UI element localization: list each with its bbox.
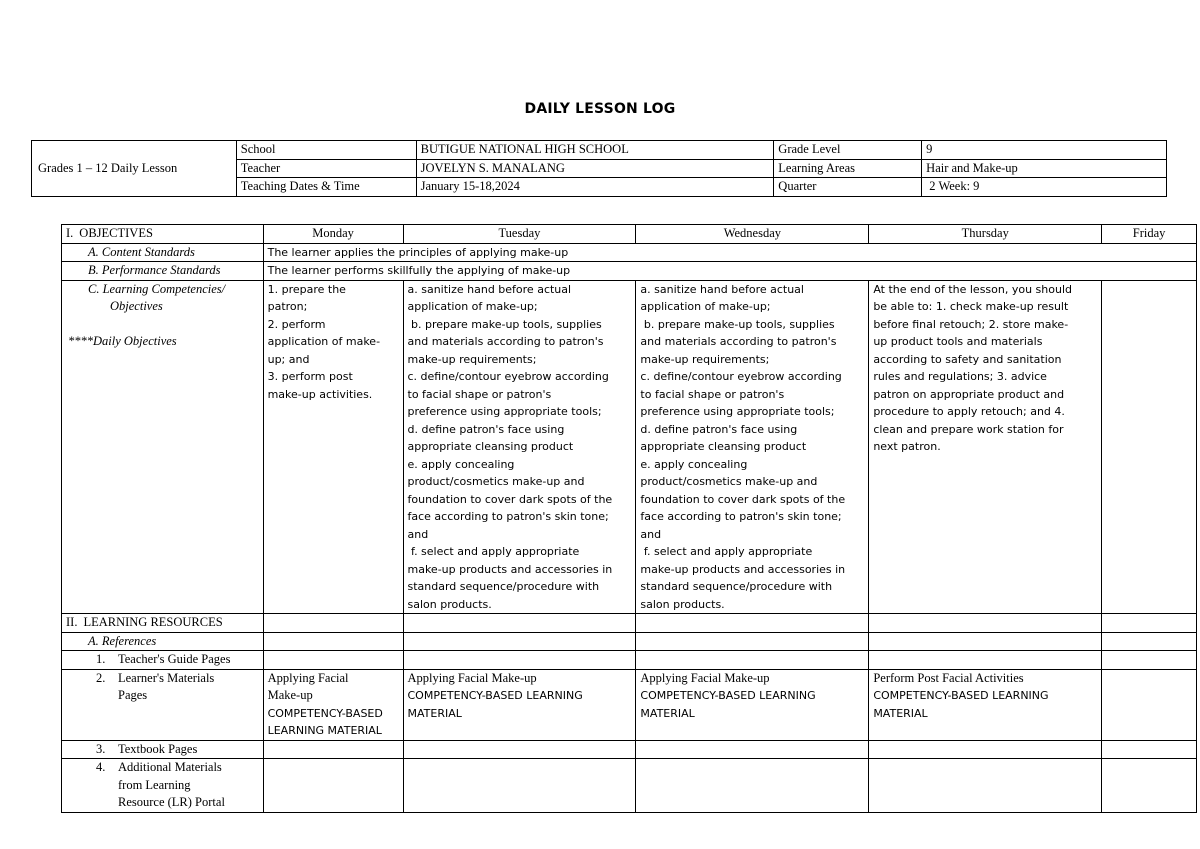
monday-objectives [263, 280, 403, 614]
teacher-value: JOVELYN S. MANALANG [416, 159, 774, 178]
objective-line: preference using appropriate tools; [640, 405, 835, 418]
objective-line: application of make- [267, 335, 381, 348]
objective-line: application of make-up; [407, 300, 538, 313]
page-title: DAILY LESSON LOG [524, 101, 676, 117]
objective-line: rules and regulations; 3. advice [873, 370, 1047, 383]
objective-line: make-up requirements; [640, 352, 770, 366]
objective-line: standard sequence/procedure with [640, 580, 833, 593]
objective-line: 2. perform [267, 317, 326, 331]
quarter-value: 2 Week: 9 [922, 178, 1167, 197]
objective-line: f. select and apply appropriate [640, 545, 813, 558]
thursday-objectives [869, 280, 1102, 614]
objectives-heading: I. OBJECTIVES [62, 225, 264, 244]
school-label: School [236, 141, 416, 160]
objective-line: make-up products and accessories in [640, 562, 846, 576]
objective-line: preference using appropriate tools; [407, 405, 602, 418]
objective-line: 3. perform post [267, 370, 353, 383]
objective-line: b. prepare make-up tools, supplies [640, 317, 835, 331]
objective-line: according to safety and sanitation [873, 352, 1062, 366]
day-wednesday: Wednesday [636, 225, 869, 244]
objective-line: clean and prepare work station for [873, 422, 1064, 436]
objective-line: and materials according to patron's [640, 335, 837, 348]
tuesday-objectives [403, 280, 636, 614]
textbook-pages-label: 3. Textbook Pages [62, 740, 264, 759]
objective-line: up product tools and materials [873, 335, 1043, 348]
grade-level-label: Grade Level [774, 141, 922, 160]
dates-value: January 15-18,2024 [416, 178, 774, 197]
lesson-log-table [61, 224, 1197, 813]
additional-materials-label: 4. Additional Materials from Learning Resource (LR) Portal [62, 759, 264, 813]
daily-objectives-label: ****Daily Objectives [68, 333, 177, 348]
objective-line: foundation to cover dark spots of the [407, 492, 613, 506]
objective-line: to facial shape or patron's [407, 387, 552, 401]
learning-areas-value: Hair and Make-up [922, 159, 1167, 178]
objective-line: a. sanitize hand before actual [640, 282, 804, 296]
objective-line: a. sanitize hand before actual [407, 282, 572, 296]
day-friday: Friday [1102, 225, 1197, 244]
objective-line: before final retouch; 2. store make- [873, 317, 1069, 331]
objective-line: c. define/contour eyebrow according [407, 370, 609, 383]
friday-objectives [1102, 280, 1197, 614]
grade-level-value: 9 [922, 141, 1167, 160]
objective-line: be able to: 1. check make-up result [873, 300, 1069, 313]
teachers-guide-label: 1. Teacher's Guide Pages [62, 651, 264, 670]
tuesday-learners-materials: Applying Facial Make-up COMPETENCY-BASED LEARNING MATERIAL [403, 669, 636, 740]
objective-line: d. define patron's face using [407, 422, 565, 436]
objective-line: face according to patron's skin tone; [640, 510, 842, 523]
objective-line: and [640, 527, 662, 541]
objective-line: appropriate cleansing product [640, 440, 807, 453]
learning-resources-heading: II. LEARNING RESOURCES [62, 614, 264, 633]
objective-line: standard sequence/procedure with [407, 580, 600, 593]
objective-line: e. apply concealing [407, 457, 515, 471]
competencies-label: C. Learning Competencies/ Objectives ****Daily Objectives [62, 280, 264, 614]
objective-line: next patron. [873, 440, 941, 453]
learners-materials-label: 2. Learner's Materials Pages [62, 669, 264, 740]
objective-line: appropriate cleansing product [407, 440, 574, 453]
objective-line: and materials according to patron's [407, 335, 604, 348]
objective-line: and [407, 527, 429, 541]
objective-line: 1. prepare the [267, 282, 346, 296]
day-tuesday: Tuesday [403, 225, 636, 244]
objective-line: application of make-up; [640, 300, 771, 313]
objective-line: make-up activities. [267, 387, 373, 401]
objective-line: f. select and apply appropriate [407, 545, 580, 558]
quarter-label: Quarter [774, 178, 922, 197]
day-monday: Monday [263, 225, 403, 244]
school-value: BUTIGUE NATIONAL HIGH SCHOOL [416, 141, 774, 160]
teacher-label: Teacher [236, 159, 416, 178]
learning-areas-label: Learning Areas [774, 159, 922, 178]
day-thursday: Thursday [869, 225, 1102, 244]
wednesday-learners-materials: Applying Facial Make-up COMPETENCY-BASED LEARNING MATERIAL [636, 669, 869, 740]
objective-line: to facial shape or patron's [640, 387, 785, 401]
objective-line: e. apply concealing [640, 457, 748, 471]
objective-line: foundation to cover dark spots of the [640, 492, 846, 506]
objective-line: salon products. [640, 597, 725, 611]
objective-line: make-up products and accessories in [407, 562, 613, 576]
objective-line: up; and [267, 352, 310, 366]
objective-line: product/cosmetics make-up and [640, 475, 818, 488]
objective-line: c. define/contour eyebrow according [640, 370, 842, 383]
objective-line: make-up requirements; [407, 352, 537, 366]
content-standards-label: A. Content Standards [62, 243, 264, 262]
objective-line: salon products. [407, 597, 492, 611]
objective-line: b. prepare make-up tools, supplies [407, 317, 602, 331]
content-standards-value: The learner applies the principles of applying make-up [263, 243, 1196, 262]
performance-standards-value: The learner performs skillfully the applying of make-up [263, 262, 1196, 281]
monday-learners-materials: Applying Facial Make-up COMPETENCY-BASED LEARNING MATERIAL [263, 669, 403, 740]
objective-line: product/cosmetics make-up and [407, 475, 585, 488]
objective-line: d. define patron's face using [640, 422, 798, 436]
dates-label: Teaching Dates & Time [236, 178, 416, 197]
objective-line: At the end of the lesson, you should [873, 282, 1072, 296]
wednesday-objectives [636, 280, 869, 614]
references-label: A. References [62, 632, 264, 651]
grades-label: Grades 1 – 12 Daily Lesson [32, 141, 237, 197]
objective-line: face according to patron's skin tone; [407, 510, 609, 523]
objective-line: patron on appropriate product and [873, 387, 1065, 401]
header-info-table [31, 140, 1167, 197]
thursday-learners-materials: Perform Post Facial Activities COMPETENCY-BASED LEARNING MATERIAL [869, 669, 1102, 740]
objective-line: patron; [267, 300, 308, 313]
objective-line: procedure to apply retouch; and 4. [873, 405, 1065, 418]
performance-standards-label: B. Performance Standards [62, 262, 264, 281]
